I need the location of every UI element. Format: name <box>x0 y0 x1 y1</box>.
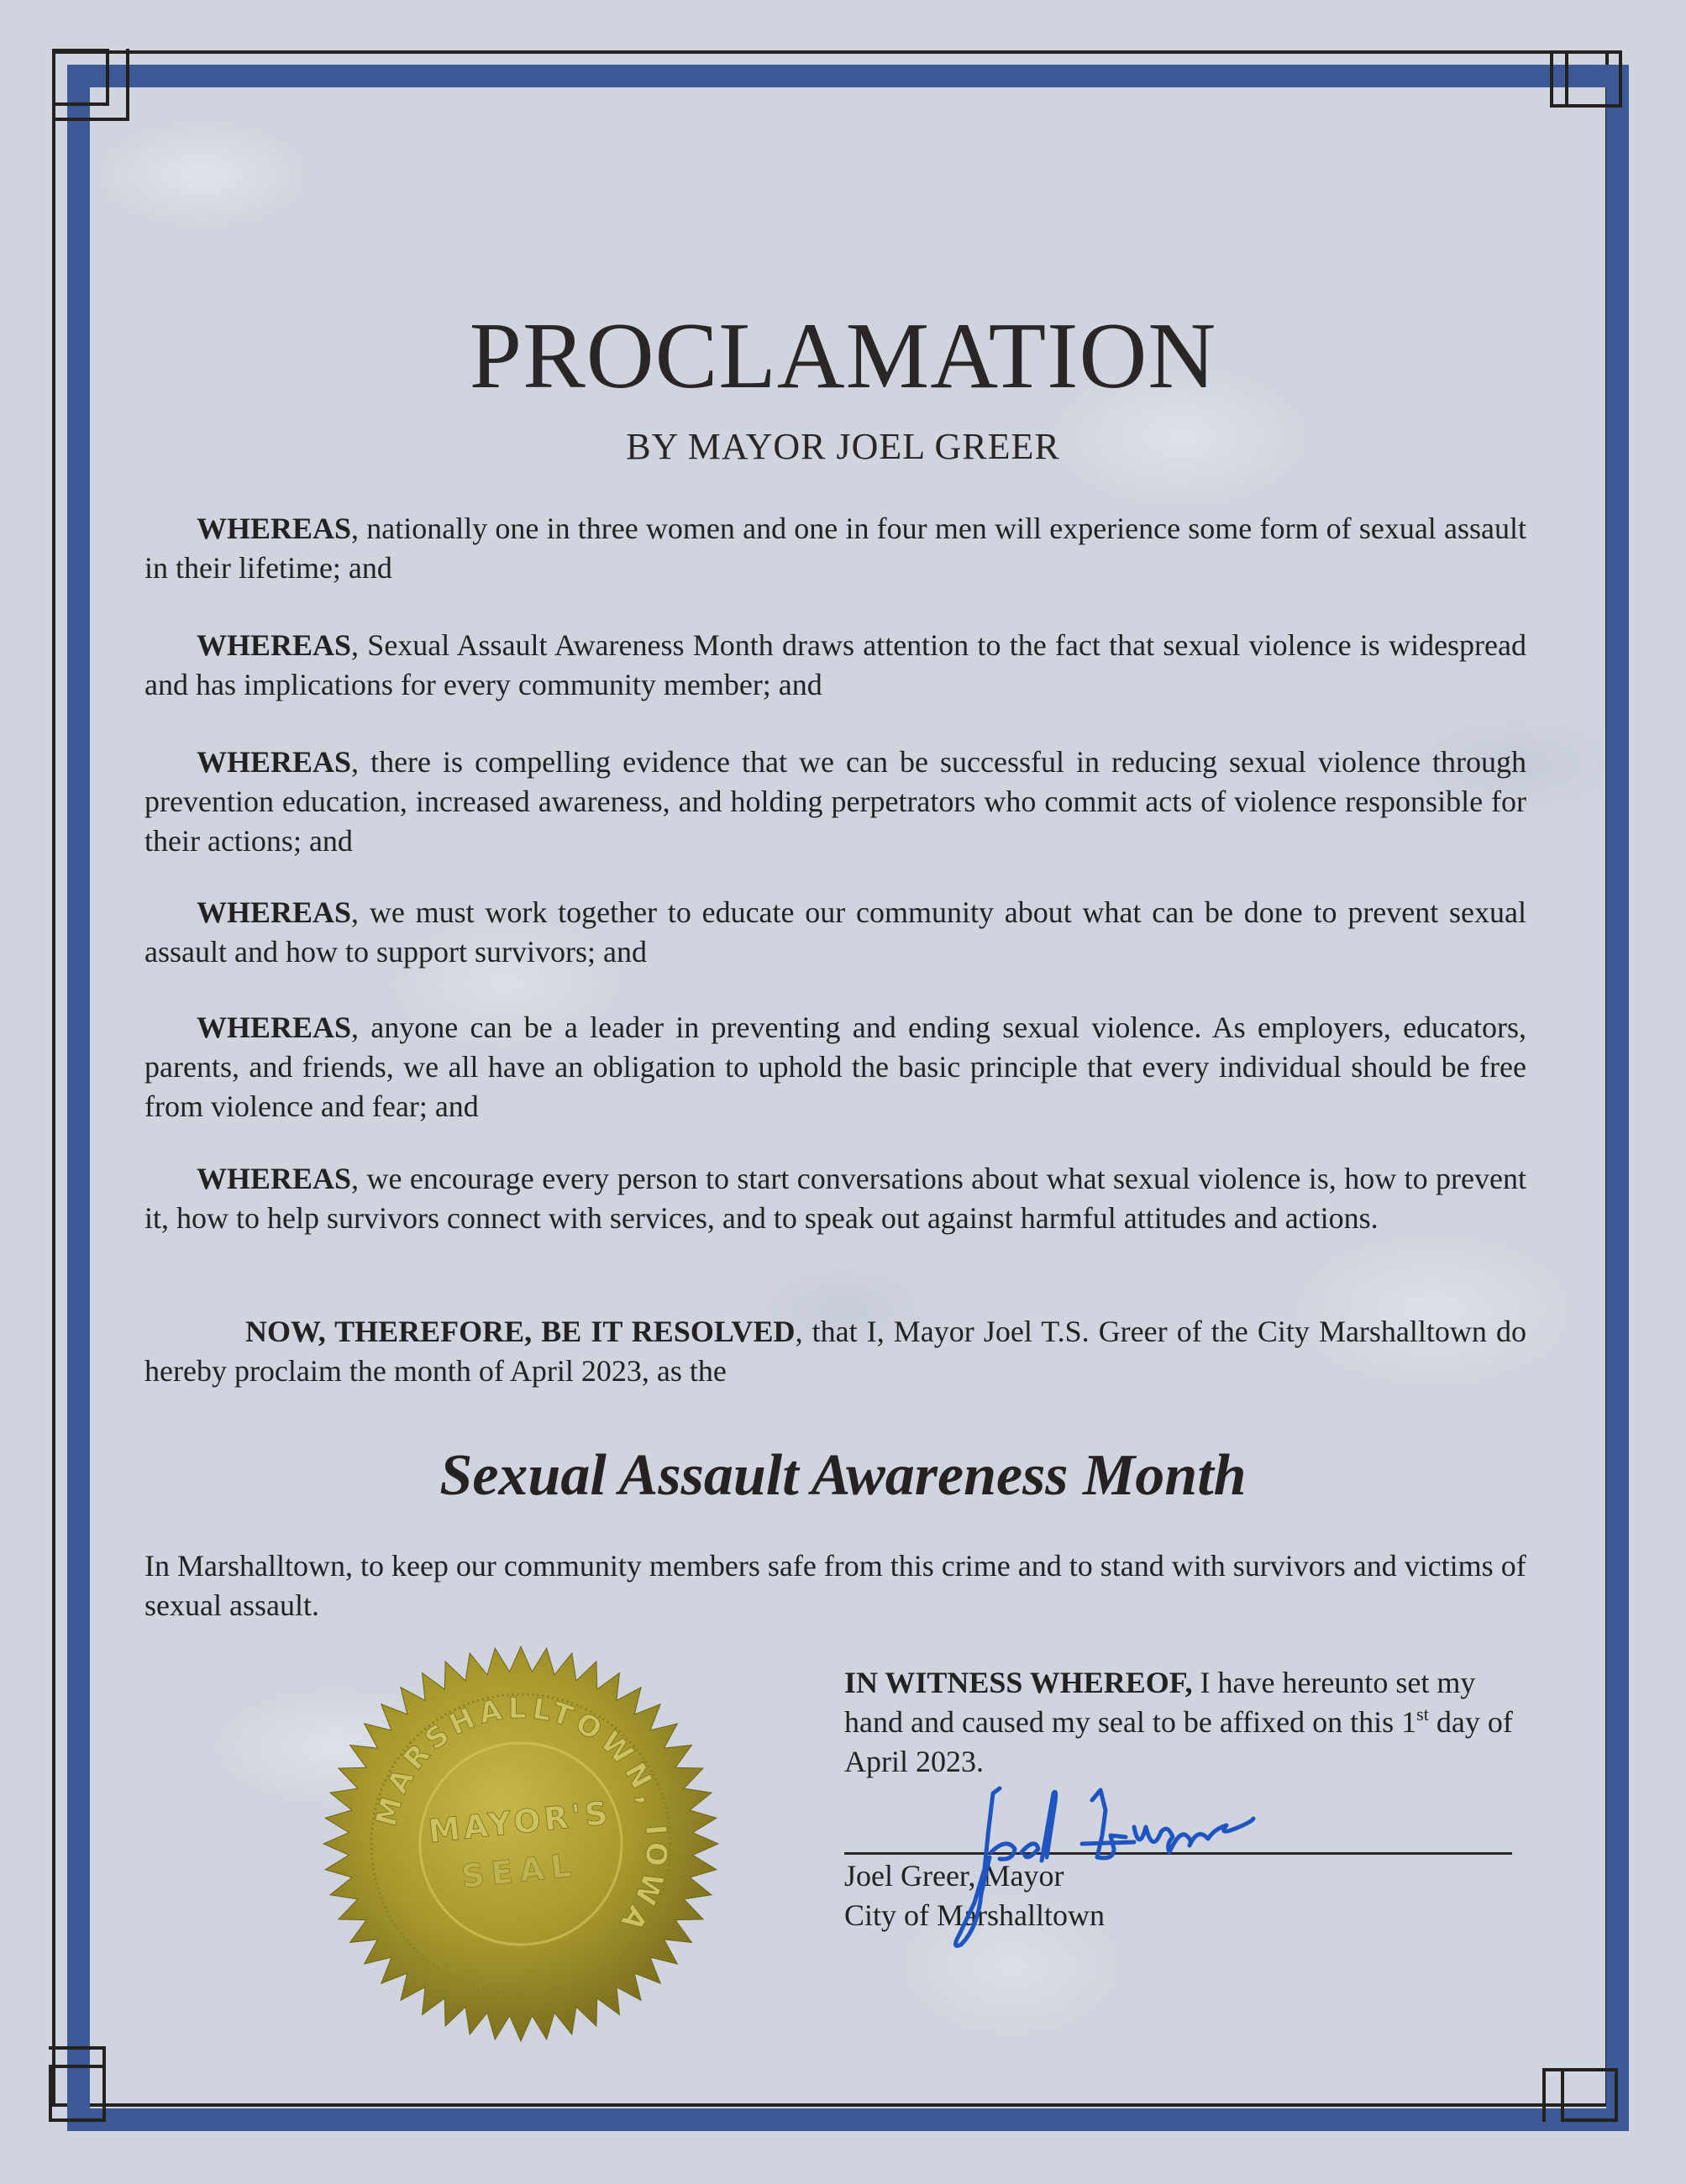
svg-text:MAYOR'S: MAYOR'S <box>426 1793 613 1851</box>
corner-ornament-top-right-b <box>1550 50 1609 108</box>
signature-icon <box>941 1777 1327 1953</box>
page-title: PROCLAMATION <box>469 304 1217 408</box>
whereas-lead: WHEREAS <box>197 895 352 929</box>
whereas-lead: WHEREAS <box>197 1162 352 1195</box>
svg-text:MARSHALLTOWN, IOWA: MARSHALLTOWN, IOWA <box>369 1691 674 1941</box>
witness-text: I have hereunto set my hand and caused my seal to be affixed on this 1 <box>844 1666 1476 1739</box>
witness-text-end: day of April 2023. <box>844 1705 1513 1778</box>
whereas-clause-1 <box>144 509 1526 588</box>
whereas-lead: WHEREAS <box>197 628 352 662</box>
page-subtitle: BY MAYOR JOEL GREER <box>626 426 1060 467</box>
resolution-lead: NOW, THEREFORE, BE IT RESOLVED <box>245 1315 796 1348</box>
whereas-lead: WHEREAS <box>197 512 352 545</box>
whereas-lead: WHEREAS <box>197 745 352 779</box>
whereas-clause-2 <box>144 626 1526 705</box>
signatory-name: Joel Greer, Mayor <box>844 1859 1064 1893</box>
whereas-text: , anyone can be a leader in preventing and ending sexual violence. As employers, educators, parents, and friends, we all have an obligation to uphold the basic principle that every individual should be free from violence and fear; and <box>144 1011 1526 1123</box>
whereas-clause-5 <box>144 1008 1526 1126</box>
whereas-text: , nationally one in three women and one in four men will experience some form of sexual assault in their lifetime; and <box>144 512 1526 585</box>
corner-ornament-bottom-right-b <box>1542 2068 1568 2122</box>
corner-ornament-bottom-right-a <box>1561 2068 1618 2122</box>
corner-ornament-bottom-left-b <box>49 2046 106 2066</box>
whereas-text: , we must work together to educate our community about what can be done to prevent sexual assault and how to support survivors; and <box>144 895 1526 969</box>
corner-ornament-top-left-b <box>52 49 129 121</box>
witness-statement <box>844 1663 1533 1782</box>
witness-lead: IN WITNESS WHEREOF, <box>844 1666 1193 1699</box>
mayors-seal <box>311 1638 731 2050</box>
closing-statement: In Marshalltown, to keep our community members safe from this crime and to stand with survivors and victims of sexual assault. <box>144 1549 1526 1622</box>
gold-seal-icon <box>311 1638 731 2050</box>
whereas-text: , Sexual Assault Awareness Month draws attention to the fact that sexual violence is widespread and has implications for every community member; and <box>144 628 1526 701</box>
corner-ornament-bottom-left-a <box>49 2065 106 2122</box>
proclaimed-title: Sexual Assault Awareness Month <box>439 1443 1247 1508</box>
handwritten-signature <box>941 1777 1327 1953</box>
whereas-clause-6 <box>144 1159 1526 1238</box>
signatory-org: City of Marshalltown <box>844 1898 1105 1932</box>
whereas-lead: WHEREAS <box>197 1011 352 1044</box>
ordinal-suffix: st <box>1416 1704 1429 1725</box>
whereas-text: , there is compelling evidence that we can be successful in reducing sexual violence through prevention education, increased awareness, and holding perpetrators who commit acts of violence responsible for their actions; and <box>144 745 1526 858</box>
resolution-clause <box>144 1312 1526 1391</box>
whereas-clause-3 <box>144 743 1526 861</box>
whereas-text: , we encourage every person to start conversations about what sexual violence is, how to prevent it, how to help survivors connect with services, and to speak out against harmful attitudes and actions. <box>144 1162 1526 1235</box>
svg-text:SEAL: SEAL <box>460 1845 580 1896</box>
resolution-text: , that I, Mayor Joel T.S. Greer of the City Marshalltown do hereby proclaim the month of April 2023, as the <box>144 1315 1526 1388</box>
whereas-clause-4 <box>144 893 1526 972</box>
